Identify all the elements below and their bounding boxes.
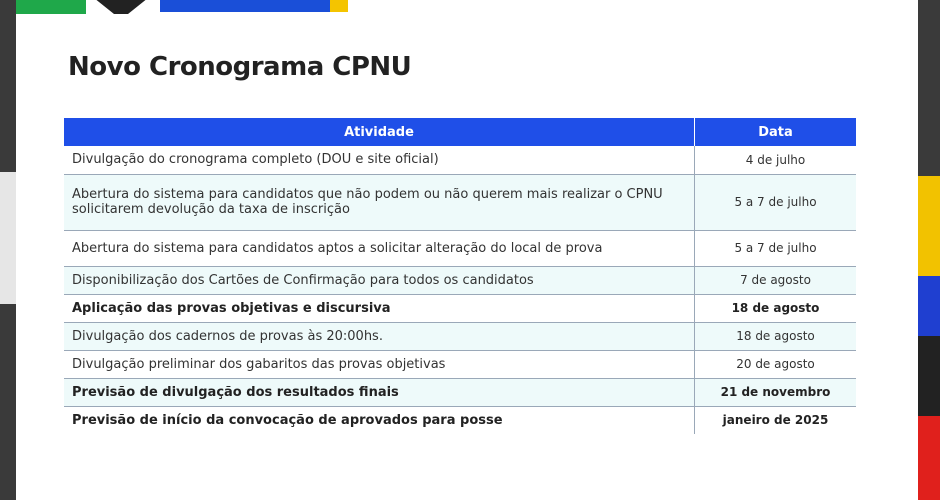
stripe-blue [918, 276, 940, 336]
date-cell: 5 a 7 de julho [695, 174, 857, 230]
date-cell: 18 de agosto [695, 322, 857, 350]
table-row [64, 406, 856, 434]
decor-yellow-shape [330, 0, 348, 12]
activity-cell: Abertura do sistema para candidatos que não podem ou não querem mais realizar o CPNU solicitarem devolução da taxa de inscrição [64, 174, 695, 230]
table-row [64, 322, 856, 350]
schedule-table [64, 118, 856, 434]
activity-cell: Divulgação do cronograma completo (DOU e site oficial) [64, 146, 695, 174]
header-activity: Atividade [64, 118, 695, 146]
table-row [64, 350, 856, 378]
activity-cell: Aplicação das provas objetivas e discursiva [64, 294, 695, 322]
date-cell: 4 de julho [695, 146, 857, 174]
activity-cell: Previsão de divulgação dos resultados finais [64, 378, 695, 406]
activity-cell: Divulgação preliminar dos gabaritos das provas objetivas [64, 350, 695, 378]
decor-green-shape [16, 0, 86, 14]
table-row [64, 294, 856, 322]
stripe-dark [918, 336, 940, 416]
header-date: Data [695, 118, 857, 146]
table-row [64, 378, 856, 406]
date-cell: 7 de agosto [695, 266, 857, 294]
stripe-red [918, 416, 940, 500]
date-cell: 5 a 7 de julho [695, 230, 857, 266]
table-header-row [64, 118, 856, 146]
date-cell: janeiro de 2025 [695, 406, 857, 434]
date-cell: 20 de agosto [695, 350, 857, 378]
page-title: Novo Cronograma CPNU [68, 52, 412, 82]
side-panel [0, 172, 16, 304]
decor-blue-shape [160, 0, 330, 12]
table-row [64, 266, 856, 294]
date-cell: 18 de agosto [695, 294, 857, 322]
stripe-yellow [918, 176, 940, 276]
table-row [64, 230, 856, 266]
activity-cell: Divulgação dos cadernos de provas às 20:00hs. [64, 322, 695, 350]
activity-cell: Abertura do sistema para candidatos aptos a solicitar alteração do local de prova [64, 230, 695, 266]
activity-cell: Disponibilização dos Cartões de Confirmação para todos os candidatos [64, 266, 695, 294]
date-cell: 21 de novembro [695, 378, 857, 406]
table-row [64, 146, 856, 174]
activity-cell: Previsão de início da convocação de aprovados para posse [72, 412, 503, 428]
table-row [64, 174, 856, 230]
